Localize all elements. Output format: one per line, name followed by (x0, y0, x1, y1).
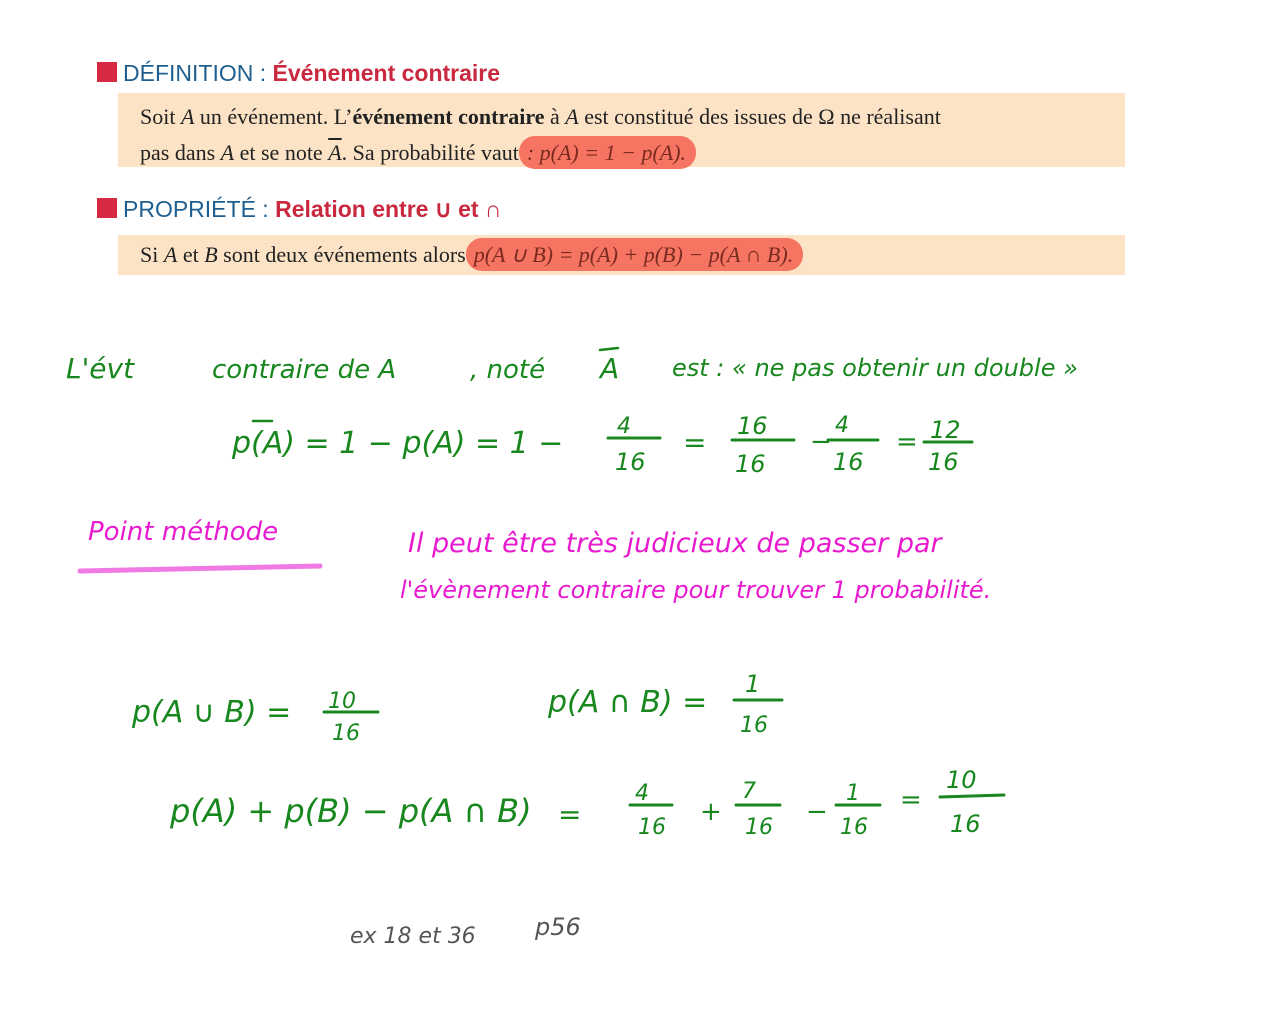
hw-evt-label: L'évt (66, 352, 135, 385)
hw-inter-den: 16 (740, 713, 768, 738)
hw-method-text-2: l'évènement contraire pour trouver 1 probabilité. (400, 576, 992, 604)
hw-r-den: 16 (950, 810, 981, 838)
hw-sum-eq2: = (900, 785, 922, 815)
hw-t1-den: 16 (638, 815, 666, 840)
hw-frac4-den: 16 (928, 448, 959, 476)
hw-method-label: Point méthode (88, 517, 279, 547)
hw-sum-lhs: p(A) + p(B) − p(A ∩ B) (170, 792, 532, 830)
hw-eq: = (683, 426, 707, 459)
property-keyword: PROPRIÉTÉ : (123, 196, 269, 222)
math-var: B (204, 242, 218, 267)
text: est constitué des issues de Ω ne réalisant (578, 104, 941, 129)
text: Si (140, 242, 164, 267)
hw-ne-pas-obtenir: est : « ne pas obtenir un double » (672, 354, 1078, 382)
hw-t3-den: 16 (840, 815, 868, 840)
hw-t2-num: 7 (742, 779, 756, 804)
bold-term: événement contraire (352, 104, 545, 129)
text: Soit (140, 104, 181, 129)
hw-frac4-num: 12 (930, 416, 961, 444)
hw-frac2-num: 16 (737, 412, 768, 440)
text: pas dans (140, 140, 221, 165)
hw-frac1-num: 4 (617, 414, 631, 439)
hw-minus-2: − (806, 797, 828, 827)
definition-formula: : p(A) = 1 − p(A). (526, 140, 687, 165)
hw-plus: + (700, 797, 722, 827)
text: à (544, 104, 566, 129)
hw-frac1-den: 16 (615, 448, 646, 476)
property-title: Relation entre ∪ et ∩ (275, 196, 502, 222)
definition-title: Événement contraire (272, 60, 501, 86)
hw-t3-num: 1 (846, 781, 860, 806)
hw-frac3-den: 16 (833, 448, 864, 476)
hw-t1-num: 4 (635, 781, 649, 806)
hw-r-num: 10 (946, 766, 977, 794)
hw-method-underline (80, 566, 320, 571)
hw-union-den: 16 (332, 721, 360, 746)
text: un événement. L’ (194, 104, 353, 129)
hw-union-lhs: p(A ∪ B) = (132, 695, 292, 730)
hw-a-bar: A (600, 352, 620, 385)
hw-p-abar-eq: p(A) = 1 − p(A) = 1 − (232, 426, 564, 461)
hw-exercise-ref: ex 18 et 36 (350, 924, 476, 949)
definition-keyword: DÉFINITION : (123, 60, 267, 86)
hw-eq2: = (896, 427, 918, 457)
text: . Sa probabilité vaut (341, 140, 519, 165)
property-formula: p(A ∪ B) = p(A) + p(B) − p(A ∩ B). (473, 242, 794, 267)
hw-frac3-num: 4 (835, 413, 849, 438)
hw-inter-num: 1 (745, 670, 761, 698)
hw-method-text-1: Il peut être très judicieux de passer par (408, 528, 942, 559)
hw-inter-lhs: p(A ∩ B) = (548, 685, 708, 720)
hw-page-ref: p56 (535, 913, 581, 941)
hw-sum-eq: = (558, 798, 582, 831)
math-var: A (220, 140, 235, 165)
text: et (177, 242, 205, 267)
hw-a-overbar (600, 348, 618, 350)
hw-note: , noté (470, 355, 546, 385)
text: et se note (234, 140, 329, 165)
hw-union-num: 10 (328, 689, 356, 714)
hw-minus: − (810, 427, 832, 457)
hw-t2-den: 16 (745, 815, 773, 840)
hw-frac2-den: 16 (735, 450, 766, 478)
math-var: A (180, 104, 195, 129)
text: sont deux événements alors (217, 242, 466, 267)
math-var-bar: $\overline{A}$ (328, 140, 342, 165)
math-var: A (163, 242, 178, 267)
hw-r-bar (940, 795, 1004, 797)
hw-contraire-de-a: contraire de A (212, 355, 397, 385)
math-var: A (565, 104, 579, 129)
